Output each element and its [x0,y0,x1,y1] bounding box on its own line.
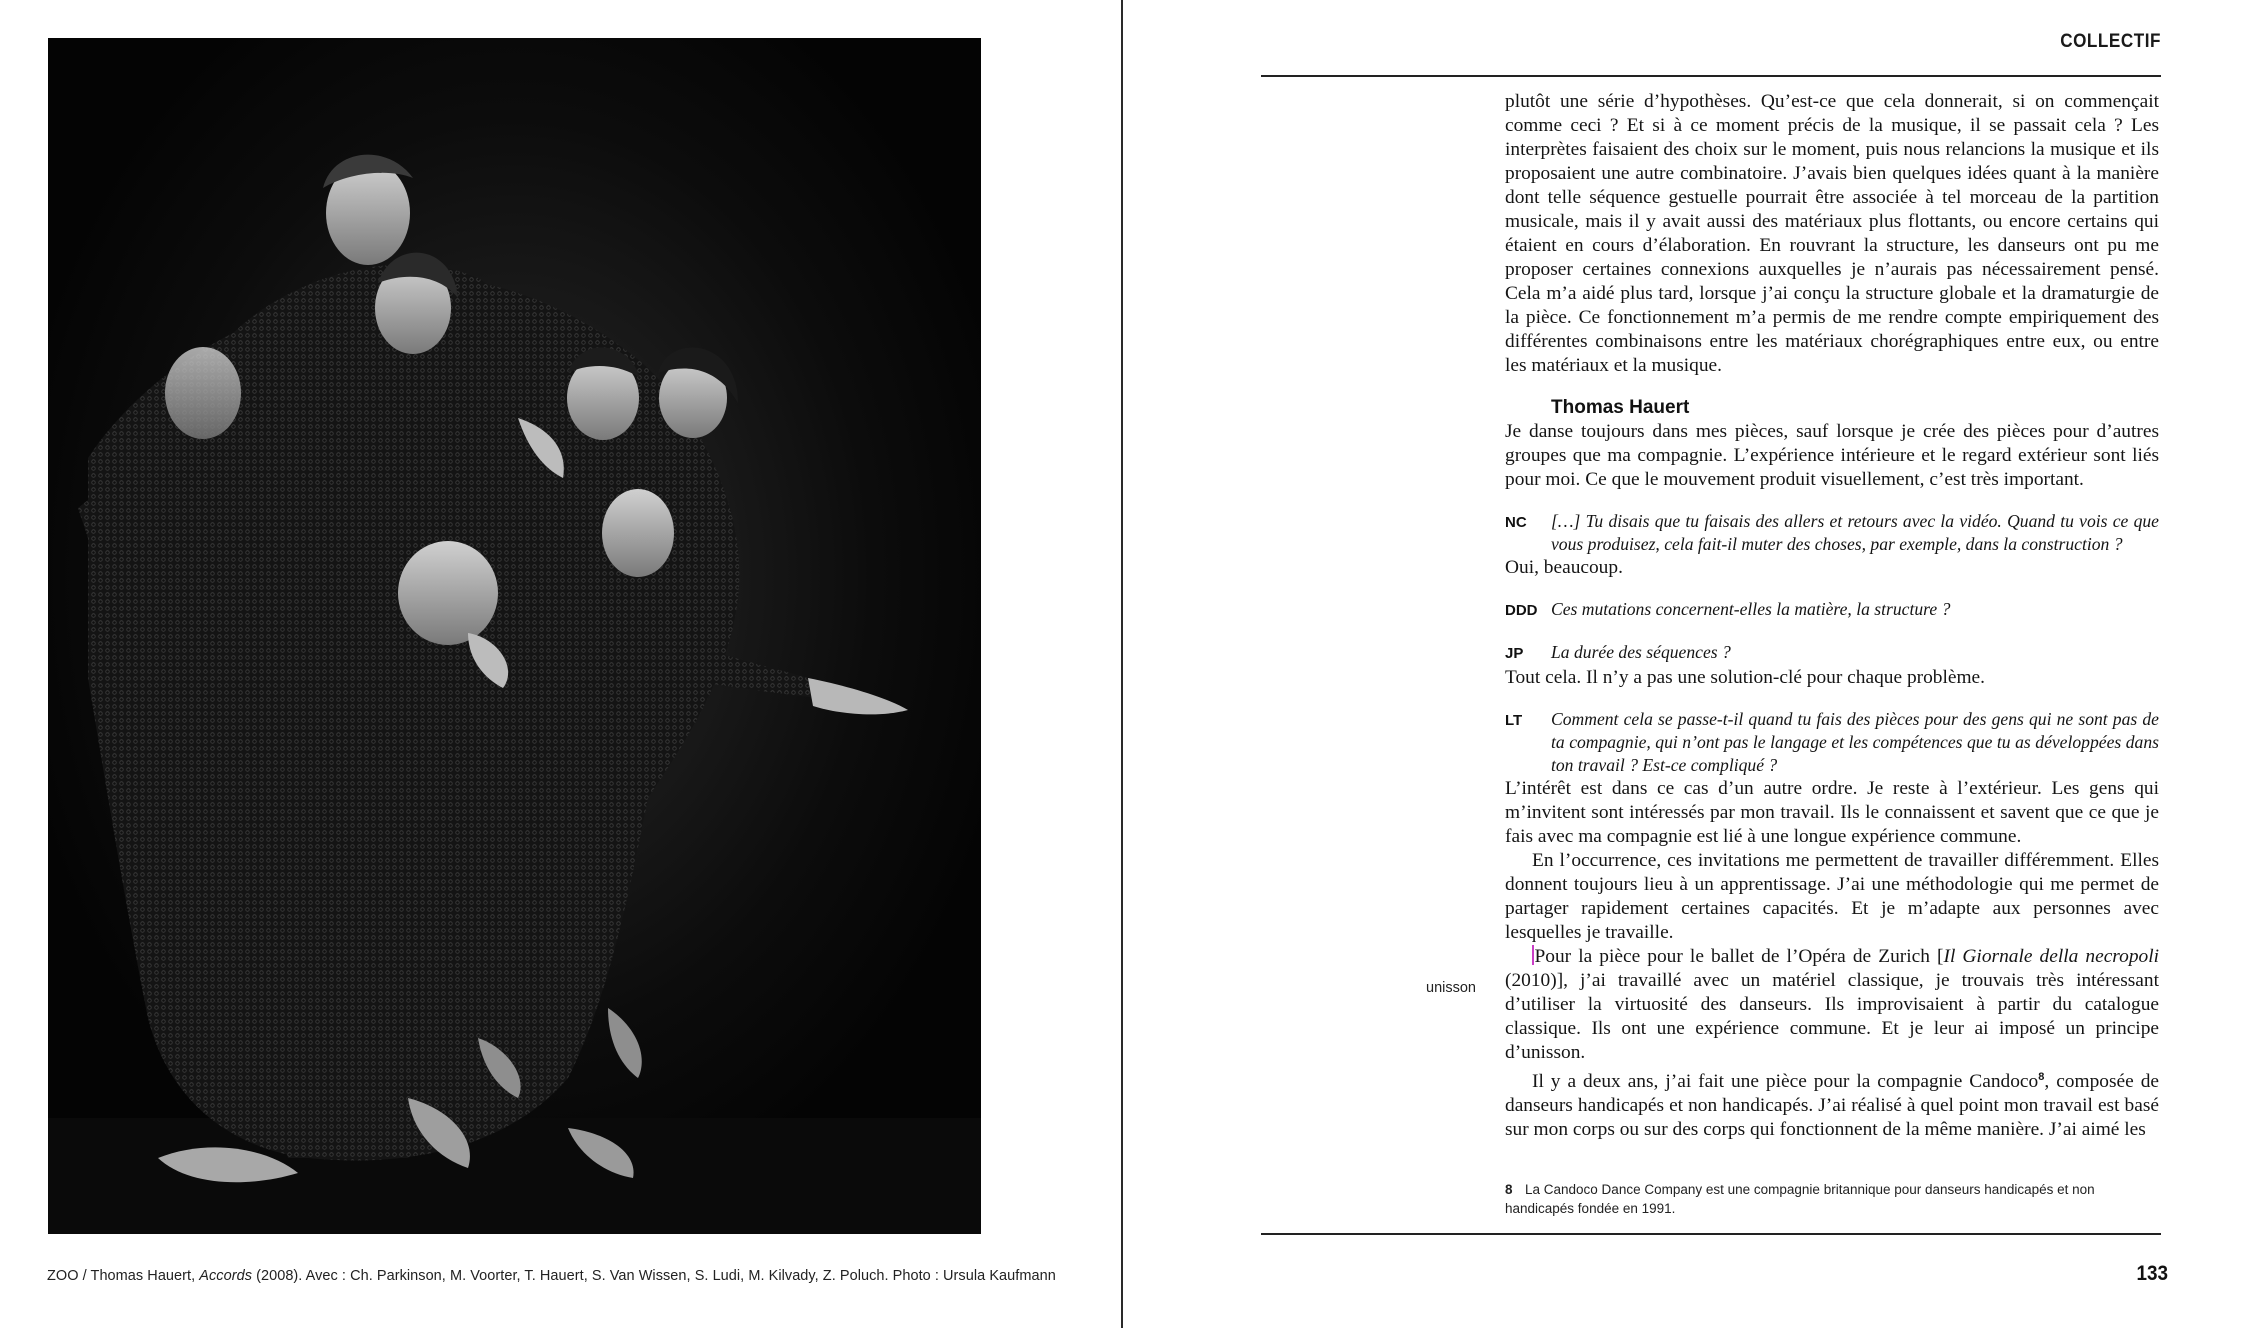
dance-photo-illustration [48,38,981,1234]
dance-photo [48,38,981,1234]
answer-text: Tout cela. Il n’y a pas une solution-clé pour chaque problème. [1505,667,1986,688]
speaker-heading: Thomas Hauert [1551,397,1690,418]
top-rule [1261,75,2161,77]
question-row [1505,708,2159,777]
zurich-after-title: (2010)], j’ai travaillé avec un matériel classique, je trouvais très intéressant d’utiliser la virtuosité des danseurs. Ils improvisaient à partir du catalogue classique. Ils ont une expérience commune. Et je leur ai imposé un principe d’unisson. [1505,970,2159,1063]
intro-paragraph: plutôt une série d’hypothèses. Qu’est-ce que cela donnerait, si on commençait comme ceci ? Et si à ce moment précis de la musique, il se passait cela ? Les interprètes faisaient des choix sur le moment, puis nous relancions la musique et ils proposaient une autre combinatoire. J’avais bien quelques idées quant à la manière dont telle séquence gestuelle pourrait être associée à tel morceau de la partition musicale, mais il y avait aussi des matériaux plus flottants, ou encore certains qui étaient en cours d’élaboration. En rouvrant la structure, les danseurs ont pu me proposer certaines connexions auxquelles je n’aurais pas nécessairement pensé. Cela m’a aidé plus tard, lorsque j’ai conçu la structure globale et la dramaturgie de la pièce. Ce fonctionnement m’a permis de me rendre compte empiriquement des différentes combinaisons entre les matériaux chorégraphiques entre eux, ou entre les matériaux et la musique. [1505,91,2159,376]
question-row [1505,641,2159,666]
margin-note-unisson: unisson [1426,980,1476,996]
caption-suffix: (2008). Avec : Ch. Parkinson, M. Voorter, T. Hauert, S. Van Wissen, S. Ludi, M. Kilvady, Z. Poluch. Photo : Ursula Kaufmann [252,1268,1056,1284]
speaker-label: DDD [1505,602,1538,619]
question-text: Ces mutations concernent-elles la matière, la structure ? [1551,599,1951,619]
exchange-nc [1505,510,2159,580]
zurich-work-title: Il Giornale della necropoli [1943,946,2159,967]
footnote-reference[interactable]: 8 [2038,1071,2045,1083]
speaker-paragraph: Je danse toujours dans mes pièces, sauf lorsque je crée des pièces pour d’autres groupes que ma compagnie. L’expérience intérieure et le regard extérieur sont liés pour moi. Ce que le mouvement produit visuellement, c’est très important. [1505,421,2159,490]
exchange-ddd [1505,598,2159,623]
candoco-before-note: Il y a deux ans, j’ai fait une pièce pour la compagnie Candoco [1532,1071,2039,1092]
photo-caption [47,1268,1056,1284]
candoco-after-note: , composée de danseurs handicapés et non handicapés. J’ai réalisé à quel point mon travail est basé sur mon corps ou sur des corps qui fonctionnent de la même manière. J’ai aimé les [1505,1071,2159,1140]
answer-text: L’intérêt est dans ce cas d’un autre ordre. Je reste à l’extérieur. Les gens qui m’invitent sont intéressés par mon travail. Ils le connaissent et savent que ce que je fais avec ma compagnie est lié à une longue expérience commune. [1505,778,2159,847]
right-page [1123,0,2244,1328]
speaker-label: LT [1505,712,1523,729]
caption-work-title: Accords [199,1268,253,1284]
question-text: […] Tu disais que tu faisais des allers et retours avec la vidéo. Quand tu vois ce que vous produisez, cela fait-il muter des choses, par exemple, dans la construction ? [1551,511,2159,554]
left-page [0,0,1121,1328]
speaker-label: NC [1505,514,1527,531]
body-column [1505,90,2159,1142]
speaker-label: JP [1505,645,1524,662]
caption-prefix: ZOO / Thomas Hauert, [47,1268,200,1284]
bottom-rule [1261,1233,2161,1235]
margin-note-marker [1532,945,1534,965]
paragraph-zurich [1505,945,2159,1065]
footnote-text: La Candoco Dance Company est une compagnie britannique pour danseurs handicapés et non handicapés fondée en 1991. [1505,1182,2095,1216]
zurich-before-title: Pour la pièce pour le ballet de l’Opéra de Zurich [ [1534,946,1944,967]
answer-text: Oui, beaucoup. [1505,557,1623,578]
footnote [1505,1180,2105,1218]
paragraph-candoco [1505,1065,2159,1142]
question-text: Comment cela se passe-t-il quand tu fais des pièces pour des gens qui ne sont pas de ta compagnie, qui n’ont pas le langage et les compétences que tu as développées dans ton travail ? Est-ce compliqué ? [1551,709,2159,775]
exchange-lt [1505,708,2159,849]
question-text: La durée des séquences ? [1551,642,1731,662]
paragraph-occurrence: En l’occurrence, ces invitations me permettent de travailler différemment. Elles donnent toujours lieu à un apprentissage. J’ai une méthodologie qui me permet de partager rapidement certaines capacités. Et je m’adapte aux personnes avec lesquelles je travaille. [1505,850,2159,943]
section-title: COLLECTIF [2060,31,2161,52]
question-row [1505,598,2159,623]
question-row [1505,510,2159,556]
exchange-jp [1505,641,2159,690]
footnote-number: 8 [1505,1182,1513,1197]
page-number: 133 [2136,1262,2168,1285]
